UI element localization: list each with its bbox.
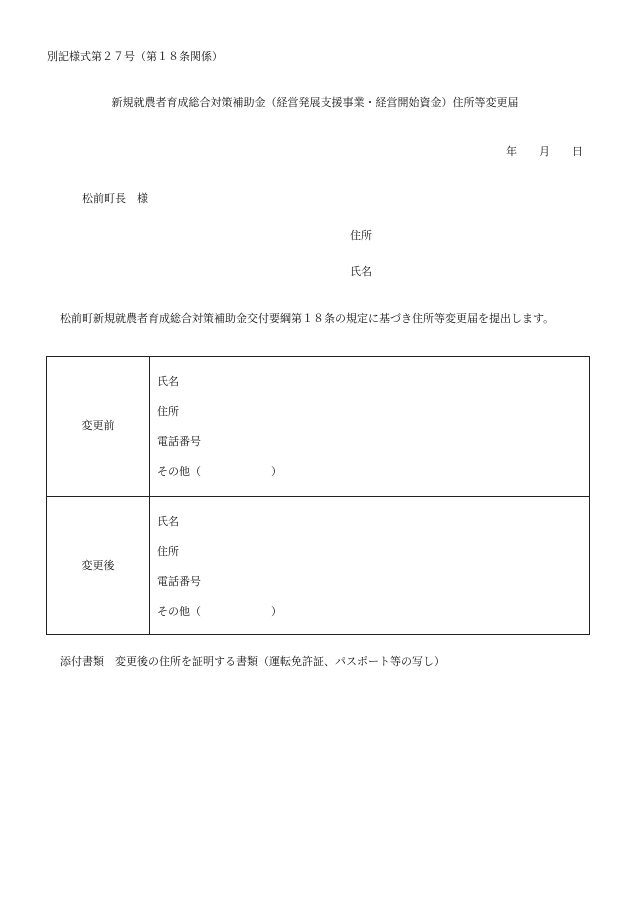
before-other-open: その他（ — [157, 465, 201, 478]
date-month-label: 月 — [539, 145, 550, 158]
after-name-field: 氏名 — [157, 515, 179, 528]
statement-text: 松前町新規就農者育成総合対策補助金交付要綱第１８条の規定に基づき住所等変更届を提出します。 — [60, 312, 555, 325]
row-after-header — [47, 497, 150, 634]
before-change-label: 変更前 — [81, 419, 115, 432]
change-table — [46, 356, 590, 635]
before-address-field: 住所 — [157, 405, 179, 418]
before-other-field — [157, 465, 282, 479]
applicant-address-label: 住所 — [350, 229, 372, 242]
date-year-label: 年 — [506, 145, 517, 158]
before-other-close: ） — [271, 465, 282, 478]
after-phone-field: 電話番号 — [157, 575, 201, 588]
after-other-field — [157, 605, 282, 619]
date-day-label: 日 — [572, 145, 583, 158]
form-number: 別記様式第２７号（第１８条関係） — [47, 50, 223, 63]
addressee: 松前町長 様 — [82, 192, 148, 205]
before-phone-field: 電話番号 — [157, 435, 201, 448]
row-before-change — [47, 357, 589, 497]
applicant-name-label: 氏名 — [350, 265, 372, 278]
before-name-field: 氏名 — [157, 375, 179, 388]
row-after-change — [47, 497, 589, 634]
date-line — [506, 145, 583, 159]
attachment-note: 添付書類 変更後の住所を証明する書類（運転免許証、パスポート等の写し） — [60, 655, 445, 668]
after-address-field: 住所 — [157, 545, 179, 558]
after-other-open: その他（ — [157, 605, 201, 618]
row-before-header — [47, 357, 150, 496]
after-change-label: 変更後 — [81, 559, 115, 572]
after-other-close: ） — [271, 605, 282, 618]
document-title: 新規就農者育成総合対策補助金（経営発展支援事業・経営開始資金）住所等変更届 — [111, 96, 519, 109]
